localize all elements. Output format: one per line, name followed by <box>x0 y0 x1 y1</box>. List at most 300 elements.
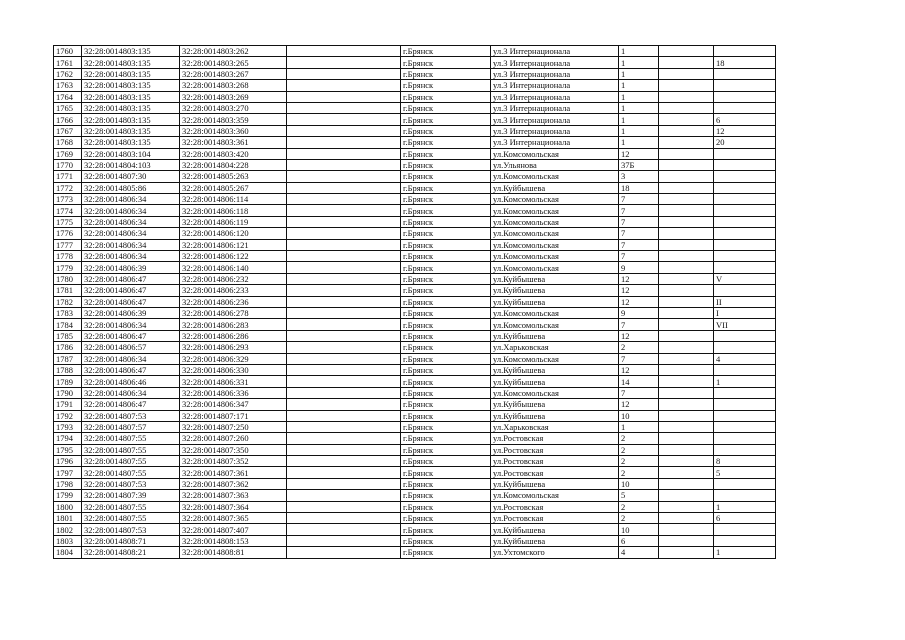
city-cell: г.Брянск <box>401 444 491 455</box>
street-cell: ул.Комсомольская <box>491 490 619 501</box>
row-number-cell: 1773 <box>54 194 82 205</box>
street-cell: ул.Куйбышева <box>491 535 619 546</box>
cadastral-number-cell: 32:28:0014807:361 <box>180 467 287 478</box>
cadastral-number-cell: 32:28:0014806:347 <box>180 399 287 410</box>
apartment-cell <box>714 91 776 102</box>
city-cell: г.Брянск <box>401 513 491 524</box>
cadastral-number-cell: 32:28:0014806:283 <box>180 319 287 330</box>
city-cell: г.Брянск <box>401 433 491 444</box>
cadastral-number-cell: 32:28:0014803:265 <box>180 57 287 68</box>
table-row <box>54 513 776 524</box>
house-number-cell: 1 <box>619 57 659 68</box>
table-row <box>54 535 776 546</box>
city-cell: г.Брянск <box>401 273 491 284</box>
table-row <box>54 57 776 68</box>
city-cell: г.Брянск <box>401 91 491 102</box>
parent-cadastral-cell: 32:28:0014808:21 <box>82 547 180 558</box>
apartment-cell <box>714 410 776 421</box>
street-cell: ул.Комсомольская <box>491 387 619 398</box>
apartment-cell <box>714 444 776 455</box>
table-body <box>54 46 776 559</box>
street-cell: ул.Ростовская <box>491 456 619 467</box>
city-cell: г.Брянск <box>401 478 491 489</box>
city-cell: г.Брянск <box>401 239 491 250</box>
apartment-cell <box>714 524 776 535</box>
apartment-cell: 1 <box>714 376 776 387</box>
row-number-cell: 1791 <box>54 399 82 410</box>
parent-cadastral-cell: 32:28:0014803:135 <box>82 125 180 136</box>
city-cell: г.Брянск <box>401 456 491 467</box>
parent-cadastral-cell: 32:28:0014803:135 <box>82 46 180 57</box>
building-cell <box>659 342 714 353</box>
house-number-cell: 12 <box>619 296 659 307</box>
apartment-cell <box>714 182 776 193</box>
row-number-cell: 1794 <box>54 433 82 444</box>
apartment-cell <box>714 330 776 341</box>
empty-cell <box>287 262 401 273</box>
building-cell <box>659 159 714 170</box>
parent-cadastral-cell: 32:28:0014807:55 <box>82 456 180 467</box>
house-number-cell: 12 <box>619 273 659 284</box>
apartment-cell <box>714 171 776 182</box>
building-cell <box>659 137 714 148</box>
table-row <box>54 433 776 444</box>
empty-cell <box>287 171 401 182</box>
building-cell <box>659 228 714 239</box>
city-cell: г.Брянск <box>401 547 491 558</box>
street-cell: ул.Комсомольская <box>491 216 619 227</box>
empty-cell <box>287 194 401 205</box>
table-row <box>54 444 776 455</box>
empty-cell <box>287 251 401 262</box>
apartment-cell: 1 <box>714 547 776 558</box>
city-cell: г.Брянск <box>401 159 491 170</box>
table-row <box>54 319 776 330</box>
table-row <box>54 376 776 387</box>
city-cell: г.Брянск <box>401 421 491 432</box>
street-cell: ул.Куйбышева <box>491 330 619 341</box>
house-number-cell: 7 <box>619 319 659 330</box>
parent-cadastral-cell: 32:28:0014803:135 <box>82 102 180 113</box>
city-cell: г.Брянск <box>401 490 491 501</box>
empty-cell <box>287 456 401 467</box>
house-number-cell: 2 <box>619 456 659 467</box>
row-number-cell: 1782 <box>54 296 82 307</box>
building-cell <box>659 68 714 79</box>
parent-cadastral-cell: 32:28:0014804:103 <box>82 159 180 170</box>
empty-cell <box>287 399 401 410</box>
row-number-cell: 1802 <box>54 524 82 535</box>
empty-cell <box>287 319 401 330</box>
parent-cadastral-cell: 32:28:0014807:55 <box>82 501 180 512</box>
empty-cell <box>287 228 401 239</box>
parent-cadastral-cell: 32:28:0014803:104 <box>82 148 180 159</box>
empty-cell <box>287 273 401 284</box>
city-cell: г.Брянск <box>401 285 491 296</box>
apartment-cell <box>714 239 776 250</box>
house-number-cell: 10 <box>619 524 659 535</box>
street-cell: ул.Комсомольская <box>491 353 619 364</box>
city-cell: г.Брянск <box>401 46 491 57</box>
city-cell: г.Брянск <box>401 296 491 307</box>
street-cell: ул.Комсомольская <box>491 262 619 273</box>
house-number-cell: 9 <box>619 307 659 318</box>
apartment-cell <box>714 80 776 91</box>
house-number-cell: 7 <box>619 194 659 205</box>
row-number-cell: 1777 <box>54 239 82 250</box>
apartment-cell: 6 <box>714 513 776 524</box>
city-cell: г.Брянск <box>401 171 491 182</box>
city-cell: г.Брянск <box>401 114 491 125</box>
cadastral-number-cell: 32:28:0014806:330 <box>180 364 287 375</box>
apartment-cell <box>714 262 776 273</box>
apartment-cell: 18 <box>714 57 776 68</box>
table-row <box>54 547 776 558</box>
building-cell <box>659 239 714 250</box>
building-cell <box>659 410 714 421</box>
parent-cadastral-cell: 32:28:0014807:55 <box>82 433 180 444</box>
house-number-cell: 14 <box>619 376 659 387</box>
table-row <box>54 421 776 432</box>
parent-cadastral-cell: 32:28:0014803:135 <box>82 68 180 79</box>
building-cell <box>659 490 714 501</box>
street-cell: ул.Харьковская <box>491 421 619 432</box>
table-row <box>54 182 776 193</box>
apartment-cell <box>714 364 776 375</box>
table-row <box>54 524 776 535</box>
street-cell: ул.3 Интернационала <box>491 114 619 125</box>
table-row <box>54 205 776 216</box>
apartment-cell: 8 <box>714 456 776 467</box>
row-number-cell: 1761 <box>54 57 82 68</box>
building-cell <box>659 364 714 375</box>
apartment-cell <box>714 68 776 79</box>
cadastral-number-cell: 32:28:0014808:153 <box>180 535 287 546</box>
house-number-cell: 18 <box>619 182 659 193</box>
city-cell: г.Брянск <box>401 57 491 68</box>
house-number-cell: 2 <box>619 433 659 444</box>
apartment-cell: 12 <box>714 125 776 136</box>
cadastral-number-cell: 32:28:0014805:263 <box>180 171 287 182</box>
parent-cadastral-cell: 32:28:0014806:39 <box>82 307 180 318</box>
apartment-cell <box>714 228 776 239</box>
street-cell: ул.Ростовская <box>491 501 619 512</box>
building-cell <box>659 102 714 113</box>
apartment-cell <box>714 342 776 353</box>
apartment-cell: 20 <box>714 137 776 148</box>
building-cell <box>659 547 714 558</box>
house-number-cell: 1 <box>619 125 659 136</box>
empty-cell <box>287 102 401 113</box>
empty-cell <box>287 524 401 535</box>
parent-cadastral-cell: 32:28:0014806:34 <box>82 239 180 250</box>
cadastral-number-cell: 32:28:0014803:359 <box>180 114 287 125</box>
row-number-cell: 1801 <box>54 513 82 524</box>
parent-cadastral-cell: 32:28:0014803:135 <box>82 57 180 68</box>
parent-cadastral-cell: 32:28:0014807:55 <box>82 513 180 524</box>
city-cell: г.Брянск <box>401 228 491 239</box>
house-number-cell: 7 <box>619 353 659 364</box>
table-row <box>54 307 776 318</box>
house-number-cell: 7 <box>619 216 659 227</box>
house-number-cell: 9 <box>619 262 659 273</box>
building-cell <box>659 114 714 125</box>
cadastral-number-cell: 32:28:0014807:364 <box>180 501 287 512</box>
street-cell: ул.Куйбышева <box>491 399 619 410</box>
house-number-cell: 6 <box>619 535 659 546</box>
parent-cadastral-cell: 32:28:0014806:34 <box>82 319 180 330</box>
parent-cadastral-cell: 32:28:0014807:39 <box>82 490 180 501</box>
apartment-cell: I <box>714 307 776 318</box>
building-cell <box>659 80 714 91</box>
building-cell <box>659 57 714 68</box>
street-cell: ул.Комсомольская <box>491 307 619 318</box>
cadastral-number-cell: 32:28:0014806:233 <box>180 285 287 296</box>
house-number-cell: 2 <box>619 501 659 512</box>
table-row <box>54 364 776 375</box>
house-number-cell: 10 <box>619 410 659 421</box>
empty-cell <box>287 376 401 387</box>
empty-cell <box>287 182 401 193</box>
empty-cell <box>287 125 401 136</box>
city-cell: г.Брянск <box>401 364 491 375</box>
table-row <box>54 273 776 284</box>
cadastral-number-cell: 32:28:0014807:365 <box>180 513 287 524</box>
apartment-cell <box>714 148 776 159</box>
city-cell: г.Брянск <box>401 410 491 421</box>
row-number-cell: 1803 <box>54 535 82 546</box>
building-cell <box>659 399 714 410</box>
house-number-cell: 7 <box>619 239 659 250</box>
street-cell: ул.Комсомольская <box>491 148 619 159</box>
street-cell: ул.Комсомольская <box>491 171 619 182</box>
table-row <box>54 330 776 341</box>
row-number-cell: 1775 <box>54 216 82 227</box>
street-cell: ул.Куйбышева <box>491 296 619 307</box>
table-row <box>54 251 776 262</box>
table-row <box>54 91 776 102</box>
cadastral-number-cell: 32:28:0014803:361 <box>180 137 287 148</box>
house-number-cell: 1 <box>619 421 659 432</box>
cadastral-number-cell: 32:28:0014803:420 <box>180 148 287 159</box>
row-number-cell: 1781 <box>54 285 82 296</box>
apartment-cell <box>714 251 776 262</box>
empty-cell <box>287 433 401 444</box>
street-cell: ул.Комсомольская <box>491 239 619 250</box>
building-cell <box>659 376 714 387</box>
street-cell: ул.3 Интернационала <box>491 80 619 91</box>
empty-cell <box>287 137 401 148</box>
table-row <box>54 46 776 57</box>
row-number-cell: 1764 <box>54 91 82 102</box>
row-number-cell: 1779 <box>54 262 82 273</box>
building-cell <box>659 319 714 330</box>
parent-cadastral-cell: 32:28:0014806:34 <box>82 387 180 398</box>
table-row <box>54 125 776 136</box>
parent-cadastral-cell: 32:28:0014806:46 <box>82 376 180 387</box>
apartment-cell <box>714 421 776 432</box>
empty-cell <box>287 57 401 68</box>
city-cell: г.Брянск <box>401 137 491 148</box>
apartment-cell: 5 <box>714 467 776 478</box>
cadastral-number-cell: 32:28:0014807:363 <box>180 490 287 501</box>
empty-cell <box>287 91 401 102</box>
building-cell <box>659 205 714 216</box>
apartment-cell <box>714 102 776 113</box>
parent-cadastral-cell: 32:28:0014806:34 <box>82 251 180 262</box>
house-number-cell: 1 <box>619 114 659 125</box>
city-cell: г.Брянск <box>401 399 491 410</box>
city-cell: г.Брянск <box>401 353 491 364</box>
row-number-cell: 1784 <box>54 319 82 330</box>
table-row <box>54 114 776 125</box>
street-cell: ул.Куйбышева <box>491 285 619 296</box>
cadastral-number-cell: 32:28:0014807:362 <box>180 478 287 489</box>
city-cell: г.Брянск <box>401 467 491 478</box>
city-cell: г.Брянск <box>401 501 491 512</box>
parent-cadastral-cell: 32:28:0014807:53 <box>82 478 180 489</box>
house-number-cell: 4 <box>619 547 659 558</box>
street-cell: ул.3 Интернационала <box>491 68 619 79</box>
row-number-cell: 1795 <box>54 444 82 455</box>
empty-cell <box>287 239 401 250</box>
empty-cell <box>287 501 401 512</box>
city-cell: г.Брянск <box>401 68 491 79</box>
apartment-cell <box>714 46 776 57</box>
parent-cadastral-cell: 32:28:0014806:47 <box>82 399 180 410</box>
cadastral-number-cell: 32:28:0014807:250 <box>180 421 287 432</box>
empty-cell <box>287 307 401 318</box>
table-row <box>54 467 776 478</box>
city-cell: г.Брянск <box>401 205 491 216</box>
empty-cell <box>287 205 401 216</box>
empty-cell <box>287 46 401 57</box>
row-number-cell: 1760 <box>54 46 82 57</box>
apartment-cell: 1 <box>714 501 776 512</box>
parent-cadastral-cell: 32:28:0014806:34 <box>82 353 180 364</box>
parent-cadastral-cell: 32:28:0014807:53 <box>82 524 180 535</box>
building-cell <box>659 513 714 524</box>
cadastral-number-cell: 32:28:0014806:120 <box>180 228 287 239</box>
row-number-cell: 1762 <box>54 68 82 79</box>
house-number-cell: 7 <box>619 251 659 262</box>
empty-cell <box>287 296 401 307</box>
building-cell <box>659 501 714 512</box>
row-number-cell: 1780 <box>54 273 82 284</box>
row-number-cell: 1766 <box>54 114 82 125</box>
empty-cell <box>287 285 401 296</box>
cadastral-number-cell: 32:28:0014803:268 <box>180 80 287 91</box>
street-cell: ул.Ульянова <box>491 159 619 170</box>
empty-cell <box>287 410 401 421</box>
street-cell: ул.Комсомольская <box>491 319 619 330</box>
building-cell <box>659 535 714 546</box>
street-cell: ул.Комсомольская <box>491 205 619 216</box>
street-cell: ул.Ростовская <box>491 467 619 478</box>
building-cell <box>659 91 714 102</box>
house-number-cell: 2 <box>619 513 659 524</box>
city-cell: г.Брянск <box>401 535 491 546</box>
parent-cadastral-cell: 32:28:0014808:71 <box>82 535 180 546</box>
building-cell <box>659 216 714 227</box>
table-row <box>54 216 776 227</box>
empty-cell <box>287 421 401 432</box>
street-cell: ул.3 Интернационала <box>491 57 619 68</box>
cadastral-number-cell: 32:28:0014803:262 <box>180 46 287 57</box>
row-number-cell: 1793 <box>54 421 82 432</box>
house-number-cell: 1 <box>619 91 659 102</box>
parent-cadastral-cell: 32:28:0014806:34 <box>82 228 180 239</box>
apartment-cell: II <box>714 296 776 307</box>
row-number-cell: 1797 <box>54 467 82 478</box>
empty-cell <box>287 330 401 341</box>
empty-cell <box>287 467 401 478</box>
empty-cell <box>287 364 401 375</box>
city-cell: г.Брянск <box>401 80 491 91</box>
table-row <box>54 262 776 273</box>
cadastral-number-cell: 32:28:0014807:407 <box>180 524 287 535</box>
apartment-cell: 4 <box>714 353 776 364</box>
street-cell: ул.Харьковская <box>491 342 619 353</box>
building-cell <box>659 125 714 136</box>
row-number-cell: 1765 <box>54 102 82 113</box>
row-number-cell: 1792 <box>54 410 82 421</box>
parent-cadastral-cell: 32:28:0014806:47 <box>82 285 180 296</box>
row-number-cell: 1768 <box>54 137 82 148</box>
building-cell <box>659 478 714 489</box>
table-row <box>54 102 776 113</box>
building-cell <box>659 273 714 284</box>
cadastral-number-cell: 32:28:0014806:140 <box>180 262 287 273</box>
row-number-cell: 1767 <box>54 125 82 136</box>
cadastral-number-cell: 32:28:0014806:122 <box>180 251 287 262</box>
cadastral-number-cell: 32:28:0014803:267 <box>180 68 287 79</box>
house-number-cell: 12 <box>619 148 659 159</box>
apartment-cell <box>714 205 776 216</box>
house-number-cell: 2 <box>619 342 659 353</box>
apartment-cell: V <box>714 273 776 284</box>
row-number-cell: 1763 <box>54 80 82 91</box>
cadastral-number-cell: 32:28:0014806:329 <box>180 353 287 364</box>
cadastral-number-cell: 32:28:0014806:118 <box>180 205 287 216</box>
building-cell <box>659 296 714 307</box>
house-number-cell: 12 <box>619 399 659 410</box>
empty-cell <box>287 80 401 91</box>
city-cell: г.Брянск <box>401 307 491 318</box>
cadastral-number-cell: 32:28:0014805:267 <box>180 182 287 193</box>
street-cell: ул.Куйбышева <box>491 478 619 489</box>
empty-cell <box>287 513 401 524</box>
street-cell: ул.3 Интернационала <box>491 102 619 113</box>
row-number-cell: 1785 <box>54 330 82 341</box>
empty-cell <box>287 68 401 79</box>
empty-cell <box>287 148 401 159</box>
cadastral-number-cell: 32:28:0014806:236 <box>180 296 287 307</box>
street-cell: ул.3 Интернационала <box>491 91 619 102</box>
house-number-cell: 12 <box>619 285 659 296</box>
cadastral-number-cell: 32:28:0014806:121 <box>180 239 287 250</box>
apartment-cell <box>714 387 776 398</box>
row-number-cell: 1770 <box>54 159 82 170</box>
row-number-cell: 1783 <box>54 307 82 318</box>
table-row <box>54 410 776 421</box>
parent-cadastral-cell: 32:28:0014803:135 <box>82 137 180 148</box>
street-cell: ул.3 Интернационала <box>491 125 619 136</box>
city-cell: г.Брянск <box>401 182 491 193</box>
house-number-cell: 2 <box>619 467 659 478</box>
empty-cell <box>287 159 401 170</box>
table-row <box>54 68 776 79</box>
